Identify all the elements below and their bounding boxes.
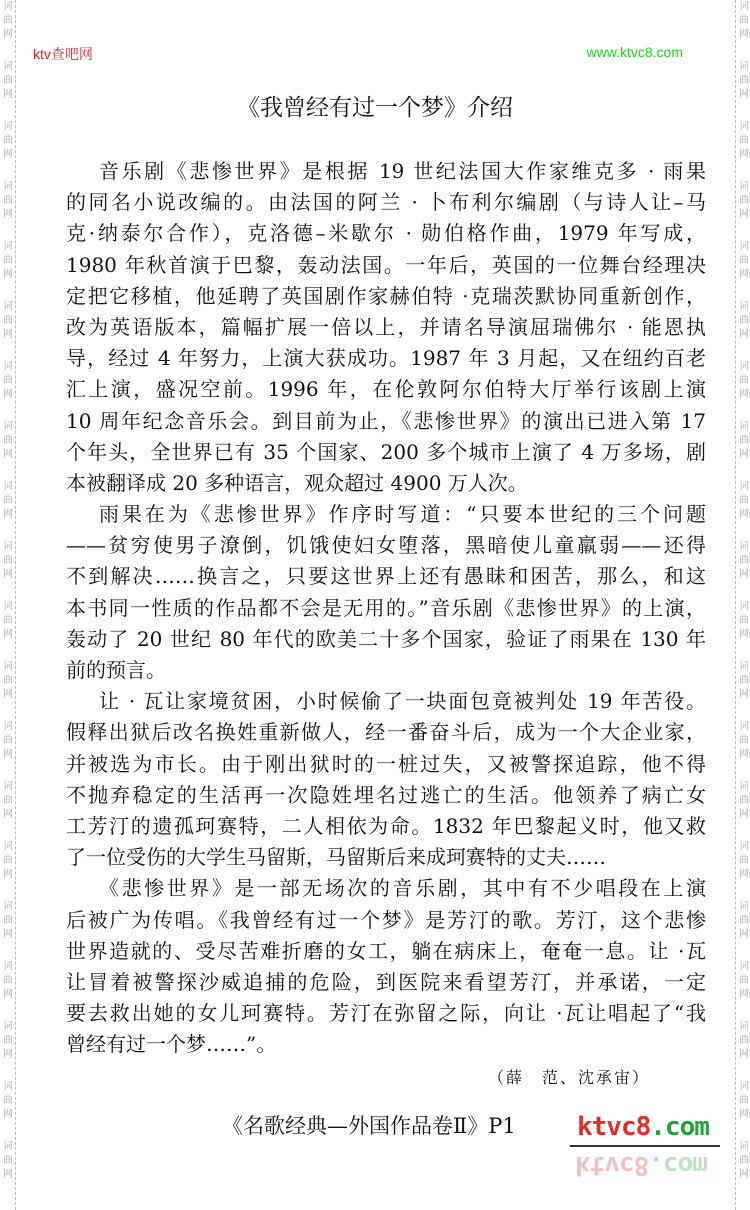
text-line: 前的预言。 bbox=[66, 658, 166, 682]
watermark-char: 曲 bbox=[3, 975, 13, 986]
watermark-char: 曲 bbox=[3, 1155, 13, 1166]
watermark-char: 词 bbox=[3, 541, 13, 552]
watermark-char: 曲 bbox=[739, 795, 749, 806]
watermark-char: 曲 bbox=[3, 615, 13, 626]
watermark-char: 曲 bbox=[3, 1095, 13, 1106]
logo-red-text: ktv bbox=[577, 1112, 621, 1142]
watermark-char: 词 bbox=[739, 121, 749, 132]
watermark-char: 曲 bbox=[739, 315, 749, 326]
logo-mid-text: c8 bbox=[620, 1112, 651, 1142]
watermark-char: 词 bbox=[3, 121, 13, 132]
watermark-char: 曲 bbox=[739, 135, 749, 146]
watermark-group bbox=[737, 420, 750, 480]
watermark-group bbox=[1, 240, 15, 300]
watermark-char: 曲 bbox=[3, 435, 13, 446]
text-line: 假释出狱后改名换姓重新做人，经一番奋斗后，成为一个大企业家， bbox=[66, 720, 706, 745]
watermark-char: 曲 bbox=[739, 675, 749, 686]
watermark-char: 曲 bbox=[3, 375, 13, 386]
article-body bbox=[66, 156, 706, 1060]
watermark-char: 网 bbox=[739, 1169, 749, 1180]
watermark-char: 网 bbox=[3, 209, 13, 220]
watermark-char: 网 bbox=[3, 1169, 13, 1180]
text-line: 轰动了 20 世纪 80 年代的欧美二十多个国家，验证了雨果在 130 年 bbox=[66, 626, 706, 651]
text-line: 10 周年纪念音乐会。到目前为止，《悲惨世界》的演出已进入第 17 bbox=[66, 408, 706, 433]
watermark-char: 词 bbox=[3, 661, 13, 672]
text-line: 了一位受伤的大学生马留斯，马留斯后来成珂赛特的丈夫…… bbox=[66, 845, 606, 870]
watermark-char: 曲 bbox=[739, 435, 749, 446]
watermark-char: 词 bbox=[3, 481, 13, 492]
watermark-char: 词 bbox=[3, 781, 13, 792]
watermark-char: 曲 bbox=[3, 75, 13, 86]
watermark-char: 曲 bbox=[739, 975, 749, 986]
watermark-char: 词 bbox=[3, 1141, 13, 1152]
watermark-group bbox=[737, 180, 750, 240]
watermark-char: 网 bbox=[3, 689, 13, 700]
watermark-char: 网 bbox=[739, 449, 749, 460]
watermark-char: 网 bbox=[3, 269, 13, 280]
watermark-group bbox=[1, 300, 15, 360]
watermark-char: 词 bbox=[739, 61, 749, 72]
watermark-group bbox=[1, 900, 15, 960]
watermark-char: 词 bbox=[3, 181, 13, 192]
watermark-char: 词 bbox=[3, 1, 13, 12]
watermark-char: 曲 bbox=[3, 735, 13, 746]
text-line: 音乐剧《悲惨世界》是根据 19 世纪法国大作家维克多 · 雨果 bbox=[99, 159, 706, 183]
watermark-char: 网 bbox=[739, 149, 749, 160]
watermark-char: 词 bbox=[3, 421, 13, 432]
watermark-char: 网 bbox=[3, 569, 13, 580]
text-line: 并被选为市长。由于刚出狱时的一桩过失，又被警探追踪，他不得 bbox=[66, 751, 706, 776]
watermark-group bbox=[1, 1020, 15, 1080]
watermark-char: 曲 bbox=[3, 135, 13, 146]
watermark-group bbox=[737, 120, 750, 180]
watermark-group bbox=[1, 0, 15, 60]
watermark-char: 词 bbox=[3, 1081, 13, 1092]
watermark-char: 曲 bbox=[739, 915, 749, 926]
watermark-char: 网 bbox=[3, 929, 13, 940]
text-line: 不到解决……换言之，只要这世界上还有愚昧和困苦，那么，和这 bbox=[66, 564, 706, 589]
watermark-char: 网 bbox=[739, 509, 749, 520]
watermark-char: 网 bbox=[3, 1049, 13, 1060]
paragraph bbox=[66, 499, 706, 686]
watermark-group bbox=[1, 1140, 15, 1200]
watermark-group bbox=[737, 780, 750, 840]
watermark-char: 词 bbox=[3, 1021, 13, 1032]
text-line: 后被广为传唱。《我曾经有过一个梦》是芳汀的歌。芳汀，这个悲惨 bbox=[66, 907, 706, 932]
text-line: 个年头，全世界已有 35 个国家、200 多个城市上演了 4 万多场，剧 bbox=[66, 439, 706, 464]
watermark-char: 曲 bbox=[739, 75, 749, 86]
text-line: 工芳汀的遗孤珂赛特，二人相依为命。1832 年巴黎起义时，他又救 bbox=[66, 813, 706, 838]
logo-reflection-red: ktv bbox=[575, 1150, 619, 1180]
watermark-char: 词 bbox=[739, 1, 749, 12]
watermark-char: 词 bbox=[739, 601, 749, 612]
watermark-char: 曲 bbox=[3, 675, 13, 686]
watermark-char: 网 bbox=[3, 629, 13, 640]
watermark-char: 词 bbox=[739, 361, 749, 372]
watermark-char: 词 bbox=[3, 841, 13, 852]
watermark-char: 网 bbox=[739, 29, 749, 40]
watermark-char: 曲 bbox=[739, 255, 749, 266]
text-line: 雨果在为《悲惨世界》作序时写道：“只要本世纪的三个问题 bbox=[99, 502, 706, 527]
watermark-char: 曲 bbox=[739, 615, 749, 626]
right-dashed-border bbox=[735, 0, 736, 1210]
text-line: ——贫穷使男子潦倒，饥饿使妇女堕落，黑暗使儿童羸弱——还得 bbox=[66, 533, 706, 558]
watermark-char: 词 bbox=[3, 901, 13, 912]
text-line: 让冒着被警探沙威追捕的危险，到医院来看望芳汀，并承诺，一定 bbox=[66, 969, 706, 994]
watermark-group bbox=[1, 480, 15, 540]
watermark-group bbox=[1, 360, 15, 420]
watermark-char: 曲 bbox=[3, 795, 13, 806]
text-line: 改为英语版本，篇幅扩展一倍以上，并请名导演屈瑞佛尔 · 能恩执 bbox=[66, 314, 706, 339]
watermark-char: 网 bbox=[739, 809, 749, 820]
watermark-group bbox=[737, 1140, 750, 1200]
watermark-char: 词 bbox=[739, 1141, 749, 1152]
watermark-char: 词 bbox=[3, 961, 13, 972]
watermark-char: 网 bbox=[3, 1109, 13, 1120]
watermark-char: 网 bbox=[739, 989, 749, 1000]
watermark-char: 词 bbox=[739, 901, 749, 912]
watermark-group bbox=[1, 960, 15, 1020]
watermark-group bbox=[1, 660, 15, 720]
watermark-char: 词 bbox=[3, 361, 13, 372]
watermark-char: 网 bbox=[739, 569, 749, 580]
watermark-group bbox=[737, 600, 750, 660]
text-line: 《悲惨世界》是一部无场次的音乐剧，其中有不少唱段在上演 bbox=[99, 876, 706, 901]
logo-reflection bbox=[575, 1150, 707, 1180]
source-citation: 《名歌经典—外国作品卷Ⅱ》P1 bbox=[222, 1114, 516, 1138]
watermark-group bbox=[737, 1020, 750, 1080]
watermark-group bbox=[737, 960, 750, 1020]
watermark-char: 曲 bbox=[3, 915, 13, 926]
right-watermark-column bbox=[737, 0, 750, 1200]
watermark-char: 网 bbox=[3, 389, 13, 400]
watermark-char: 网 bbox=[739, 329, 749, 340]
watermark-char: 词 bbox=[739, 541, 749, 552]
text-line: 曾经有过一个梦……”。 bbox=[66, 1032, 277, 1057]
text-line: 世界造就的、受尽苦难折磨的女工，躺在病床上，奄奄一息。让 ·瓦 bbox=[66, 938, 706, 963]
watermark-char: 曲 bbox=[3, 315, 13, 326]
watermark-group bbox=[737, 900, 750, 960]
watermark-group bbox=[1, 120, 15, 180]
watermark-group bbox=[737, 0, 750, 60]
logo-underline bbox=[570, 1145, 720, 1147]
text-line: 让 · 瓦让家境贫困，小时候偷了一块面包竟被判处 19 年苦役。 bbox=[99, 689, 706, 714]
text-line: 不抛弃稳定的生活再一次隐姓埋名过逃亡的生活。他领养了病亡女 bbox=[66, 782, 706, 807]
watermark-char: 曲 bbox=[3, 15, 13, 26]
watermark-char: 网 bbox=[739, 1109, 749, 1120]
watermark-group bbox=[1, 420, 15, 480]
site-name: ktv查吧网 bbox=[33, 46, 93, 62]
watermark-char: 词 bbox=[3, 721, 13, 732]
watermark-char: 网 bbox=[739, 929, 749, 940]
watermark-char: 词 bbox=[739, 721, 749, 732]
watermark-char: 网 bbox=[739, 389, 749, 400]
watermark-char: 词 bbox=[739, 241, 749, 252]
watermark-char: 曲 bbox=[3, 855, 13, 866]
watermark-char: 网 bbox=[3, 749, 13, 760]
watermark-char: 网 bbox=[3, 809, 13, 820]
page-title: 《我曾经有过一个梦》介绍 bbox=[237, 95, 513, 121]
watermark-group bbox=[737, 660, 750, 720]
author-signature: （薛 范、沈承宙） bbox=[488, 1068, 651, 1087]
watermark-char: 曲 bbox=[739, 375, 749, 386]
logo-green-text: .com bbox=[650, 1112, 709, 1142]
watermark-char: 网 bbox=[3, 449, 13, 460]
watermark-char: 词 bbox=[739, 301, 749, 312]
watermark-char: 词 bbox=[739, 961, 749, 972]
watermark-char: 曲 bbox=[3, 1035, 13, 1046]
watermark-group bbox=[1, 780, 15, 840]
paragraph bbox=[66, 873, 706, 1060]
watermark-group bbox=[737, 1080, 750, 1140]
watermark-group bbox=[1, 180, 15, 240]
text-line: 本被翻译成 20 多种语言，观众超过 4900 万人次。 bbox=[66, 470, 528, 495]
watermark-char: 词 bbox=[739, 781, 749, 792]
watermark-char: 曲 bbox=[3, 495, 13, 506]
watermark-char: 网 bbox=[3, 869, 13, 880]
watermark-char: 网 bbox=[3, 89, 13, 100]
watermark-char: 网 bbox=[3, 989, 13, 1000]
watermark-char: 曲 bbox=[3, 255, 13, 266]
watermark-group bbox=[737, 240, 750, 300]
watermark-char: 曲 bbox=[739, 735, 749, 746]
text-line: 的同名小说改编的。由法国的阿兰 · 卜布利尔编剧（与诗人让–马 bbox=[66, 190, 706, 215]
logo-reflection-green: .com bbox=[648, 1150, 707, 1180]
watermark-group bbox=[1, 840, 15, 900]
left-watermark-column bbox=[1, 0, 15, 1200]
watermark-char: 词 bbox=[3, 301, 13, 312]
watermark-group bbox=[1, 1080, 15, 1140]
watermark-char: 曲 bbox=[739, 555, 749, 566]
text-line: 克·纳泰尔合作），克洛德–米歇尔 · 勋伯格作曲，1979 年写成， bbox=[66, 221, 706, 246]
text-line: 本书同一性质的作品都不会是无用的。”音乐剧《悲惨世界》的上演， bbox=[66, 595, 706, 620]
watermark-char: 曲 bbox=[739, 1155, 749, 1166]
watermark-char: 词 bbox=[739, 841, 749, 852]
paragraph bbox=[66, 686, 706, 873]
watermark-char: 词 bbox=[739, 1021, 749, 1032]
watermark-char: 曲 bbox=[739, 855, 749, 866]
watermark-char: 网 bbox=[3, 329, 13, 340]
watermark-char: 词 bbox=[739, 1081, 749, 1092]
ktvc8-logo bbox=[575, 1112, 711, 1142]
paragraph bbox=[66, 156, 706, 499]
watermark-group bbox=[737, 720, 750, 780]
watermark-char: 曲 bbox=[739, 1035, 749, 1046]
watermark-char: 曲 bbox=[739, 195, 749, 206]
watermark-group bbox=[1, 720, 15, 780]
watermark-char: 网 bbox=[3, 509, 13, 520]
watermark-char: 网 bbox=[739, 689, 749, 700]
watermark-char: 网 bbox=[739, 629, 749, 640]
watermark-char: 词 bbox=[739, 181, 749, 192]
watermark-char: 网 bbox=[739, 89, 749, 100]
left-dashed-border bbox=[15, 0, 16, 1210]
watermark-char: 词 bbox=[739, 661, 749, 672]
watermark-group bbox=[1, 600, 15, 660]
watermark-char: 曲 bbox=[3, 195, 13, 206]
watermark-char: 曲 bbox=[739, 1095, 749, 1106]
logo-reflection-mid: c8 bbox=[618, 1150, 649, 1180]
watermark-group bbox=[737, 540, 750, 600]
text-line: 要去救出她的女儿珂赛特。芳汀在弥留之际，向让 ·瓦让唱起了“我 bbox=[66, 1001, 706, 1026]
watermark-group bbox=[737, 840, 750, 900]
watermark-group bbox=[737, 300, 750, 360]
site-url-link[interactable]: www.ktvc8.com bbox=[586, 44, 683, 60]
text-line: 导，经过 4 年努力，上演大获成功。1987 年 3 月起，又在纽约百老 bbox=[66, 346, 706, 371]
text-line: 定把它移植，他延聘了英国剧作家赫伯特 ·克瑞茨默协同重新创作， bbox=[66, 283, 706, 308]
watermark-char: 网 bbox=[739, 869, 749, 880]
watermark-char: 网 bbox=[739, 209, 749, 220]
watermark-group bbox=[737, 480, 750, 540]
watermark-group bbox=[737, 360, 750, 420]
watermark-char: 曲 bbox=[739, 15, 749, 26]
watermark-char: 词 bbox=[3, 61, 13, 72]
watermark-char: 网 bbox=[739, 749, 749, 760]
watermark-group bbox=[1, 540, 15, 600]
text-line: 1980 年秋首演于巴黎，轰动法国。一年后，英国的一位舞台经理决 bbox=[66, 252, 706, 277]
watermark-char: 网 bbox=[739, 1049, 749, 1060]
watermark-char: 网 bbox=[739, 269, 749, 280]
watermark-char: 词 bbox=[3, 601, 13, 612]
watermark-char: 词 bbox=[739, 481, 749, 492]
watermark-char: 曲 bbox=[3, 555, 13, 566]
watermark-char: 词 bbox=[739, 421, 749, 432]
watermark-char: 曲 bbox=[739, 495, 749, 506]
watermark-char: 词 bbox=[3, 241, 13, 252]
watermark-char: 网 bbox=[3, 149, 13, 160]
text-line: 汇上演，盛况空前。1996 年，在伦敦阿尔伯特大厅举行该剧上演 bbox=[66, 377, 706, 402]
watermark-char: 网 bbox=[3, 29, 13, 40]
